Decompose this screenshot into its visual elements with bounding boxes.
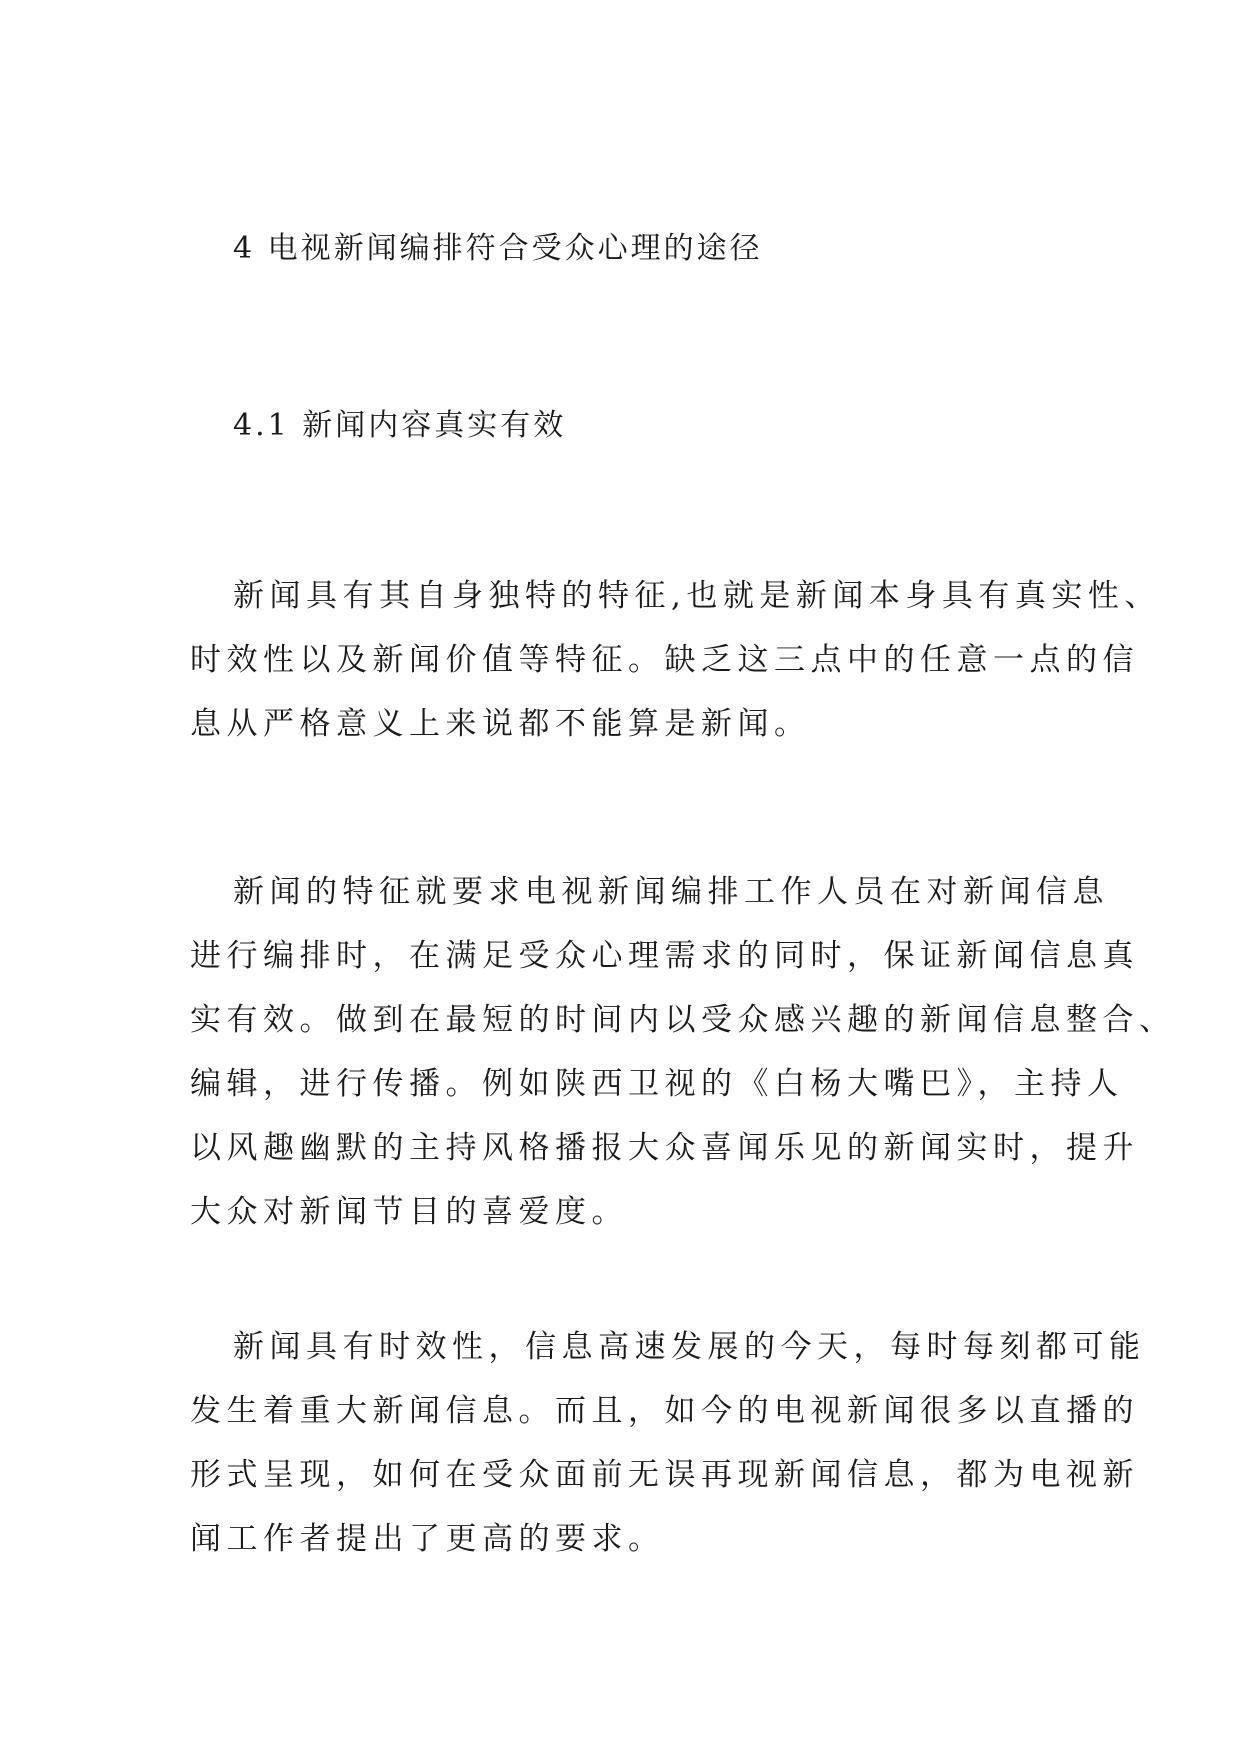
paragraph-line: 以风趣幽默的主持风格播报大众喜闻乐见的新闻实时，提升: [190, 1130, 1139, 1166]
paragraph-line: 大众对新闻节目的喜爱度。: [190, 1194, 628, 1230]
paragraph-line: 发生着重大新闻信息。而且，如今的电视新闻很多以直播的: [190, 1393, 1139, 1429]
paragraph-line: 时效性以及新闻价值等特征。缺乏这三点中的任意一点的信: [190, 642, 1139, 678]
paragraph-line: 闻工作者提出了更高的要求。: [190, 1521, 665, 1557]
section-heading: 4 电视新闻编排符合受众心理的途径: [233, 231, 763, 266]
paragraph-line: 进行编排时，在满足受众心理需求的同时，保证新闻信息真: [190, 938, 1139, 974]
subsection-heading: 4.1 新闻内容真实有效: [233, 408, 567, 443]
paragraph: [190, 1315, 1146, 1571]
paragraph: [190, 564, 1161, 756]
paragraph-line: 新闻的特征就要求电视新闻编排工作人员在对新闻信息: [233, 874, 1109, 910]
paragraph-line: 编辑，进行传播。例如陕西卫视的《白杨大嘴巴》，主持人: [190, 1066, 1124, 1102]
paragraph: [190, 860, 1176, 1244]
paragraph-line: 形式呈现，如何在受众面前无误再现新闻信息，都为电视新: [190, 1457, 1139, 1493]
paragraph-line: 新闻具有其自身独特的特征,也就是新闻本身具有真实性、: [233, 578, 1161, 614]
paragraph-line: 新闻具有时效性，信息高速发展的今天，每时每刻都可能: [233, 1329, 1146, 1365]
paragraph-line: 息从严格意义上来说都不能算是新闻。: [190, 706, 811, 742]
paragraph-line: 实有效。做到在最短的时间内以受众感兴趣的新闻信息整合、: [190, 1002, 1176, 1038]
